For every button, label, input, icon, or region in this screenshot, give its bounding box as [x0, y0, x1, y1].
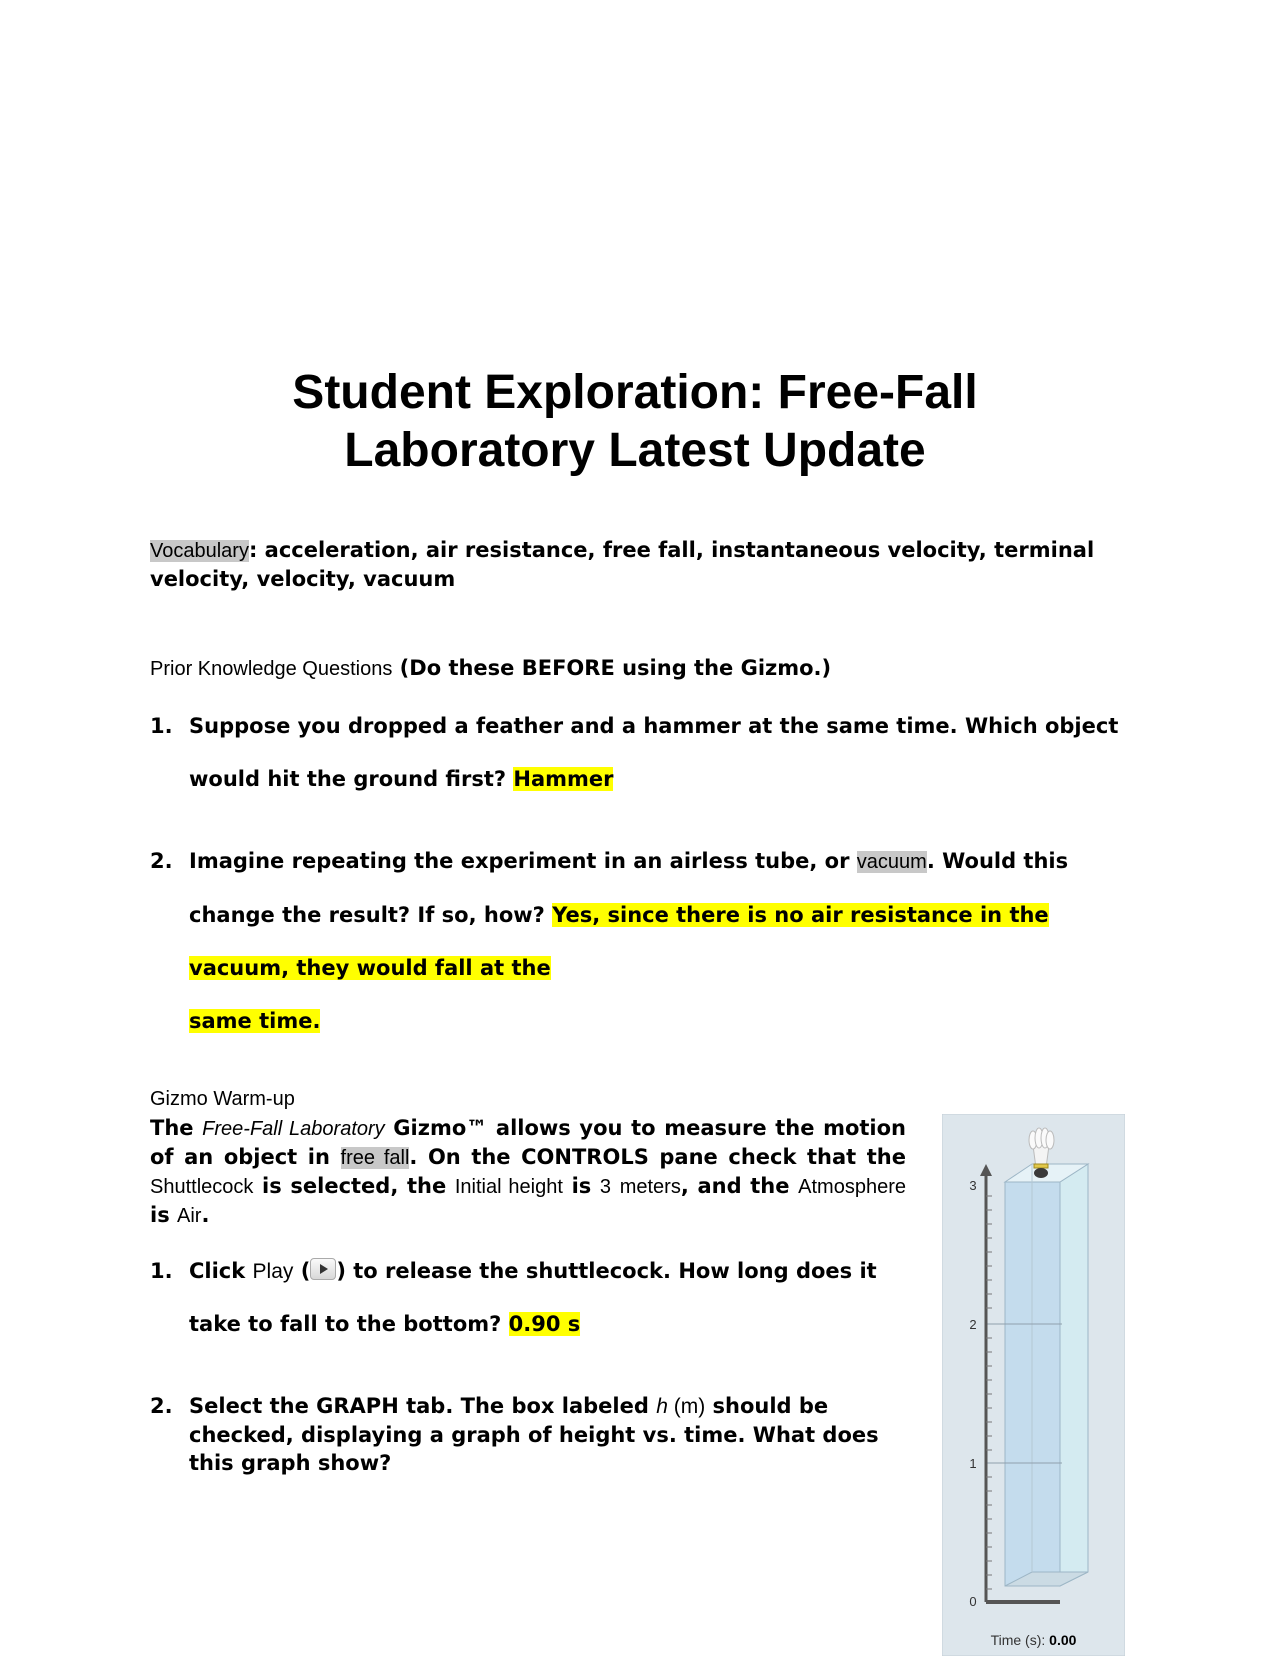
warmup-intro: The Free-Fall Laboratory Gizmo™ allows you to measure the motion of an object in free fall. On the CONTROLS pane check that the Shuttlecock is selected, the Initial height is 3 meters, and the Atmosphere is Air. — [150, 1116, 907, 1227]
question-text-before: Imagine repeating the experiment in an airless tube, or — [189, 849, 857, 873]
title-line-2: Laboratory Latest Update — [344, 424, 926, 477]
free-fall-tube-illustration — [942, 1114, 1125, 1656]
warmup-question-2: 2. Select the GRAPH tab. The box labeled h (m) should be checked, displaying a graph of height vs. time. What does this graph show? — [150, 1394, 879, 1475]
question-number: 1. — [150, 714, 173, 738]
question-number: 2. — [150, 849, 173, 873]
play-icon — [310, 1258, 336, 1280]
vocabulary-section — [150, 536, 1110, 593]
axis-tick-0: 0 — [969, 1594, 977, 1609]
prior-question-2 — [150, 835, 1140, 1048]
time-readout: Time (s): 0.00 — [990, 1632, 1077, 1648]
vocab-word-free-fall: free fall — [340, 1147, 410, 1169]
axis-tick-2: 2 — [969, 1317, 977, 1332]
axis-tick-3: 3 — [969, 1178, 977, 1193]
vocabulary-terms: : acceleration, air resistance, free fall, instantaneous velocity, terminal velocity, velocity, vacuum — [150, 538, 1095, 591]
axis-tick-1: 1 — [969, 1456, 977, 1471]
answer-text-continued: same time. — [189, 1009, 321, 1033]
answer-text: Hammer — [513, 767, 614, 791]
answer-text: Yes, since there is no air resistance in the vacuum, they would fall at the — [189, 903, 1049, 980]
prior-knowledge-heading — [150, 654, 831, 683]
warmup-heading: Gizmo Warm-up — [150, 1088, 295, 1110]
gizmo-screenshot — [942, 1114, 1125, 1656]
prior-knowledge-note: (Do these BEFORE using the Gizmo.) — [399, 656, 832, 680]
prior-knowledge-label: Prior Knowledge Questions — [150, 658, 393, 680]
vocab-word-vacuum: vacuum — [856, 851, 927, 873]
gizmo-name: Free-Fall Laboratory — [202, 1118, 385, 1140]
warmup-question-1: 1. Click Play ( ) to release the shuttlecock. How long does it take to fall to the bottom? 0.90 s — [150, 1245, 880, 1351]
vocabulary-label: Vocabulary — [150, 540, 249, 562]
question-number: 1. — [150, 1259, 173, 1283]
play-label: Play — [252, 1260, 294, 1283]
question-text: Suppose you dropped a feather and a hammer at the same time. Which object would hit the ground first? — [189, 714, 1119, 791]
question-number: 2. — [150, 1394, 173, 1418]
title-line-1: Student Exploration: Free-Fall — [292, 366, 978, 419]
question-text-after: . Would this change the result? If so, how? — [189, 849, 1069, 927]
answer-text: 0.90 s — [508, 1312, 581, 1336]
page-title — [150, 364, 1120, 480]
prior-question-1 — [150, 700, 1140, 806]
